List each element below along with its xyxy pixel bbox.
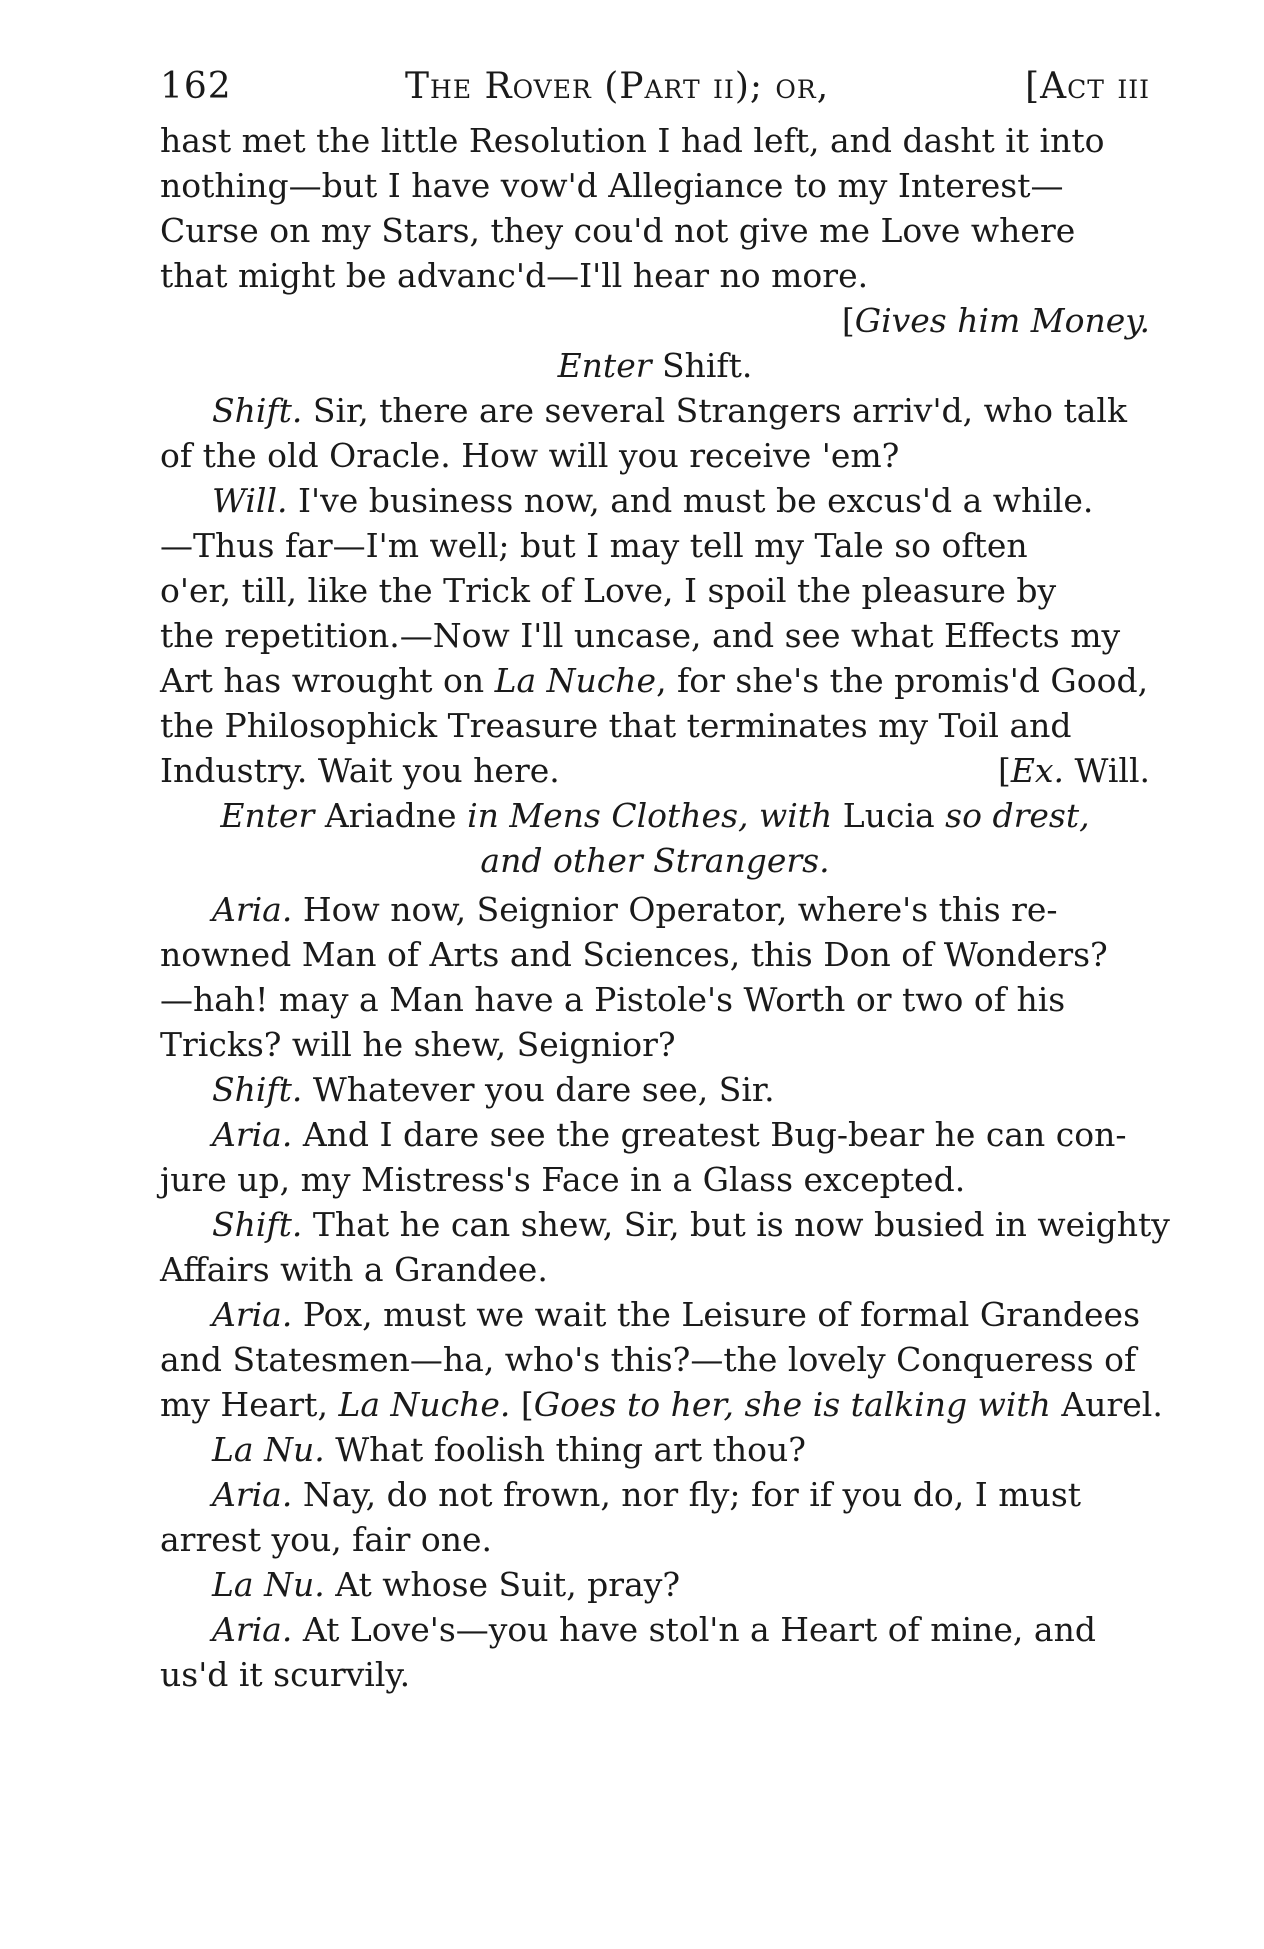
speech-text: Pox, must we wait the Leisure of formal Grandees [292,1295,1140,1334]
text-run: my Heart, [160,1385,339,1424]
text-line: nothing—but I have vow'd Allegiance to my Interest— [160,166,1064,205]
speaker-name: Aria. [212,1115,293,1154]
speech-line [160,478,1150,523]
speech-text: What foolish thing art thou? [324,1430,806,1469]
text-run: , for she's the promis'd Good, [656,661,1149,700]
speech-text: At Love's—you have stol'n a Heart of mine, and [292,1610,1096,1649]
direction-text: in Mens Clothes, with [467,796,833,835]
play-text [160,118,1170,1697]
character-name: Will. [1064,751,1150,790]
text-line: jure up, my Mistress's Face in a Glass excepted. [160,1160,966,1199]
character-name: La Nuche. [338,1385,511,1424]
stage-direction-text: Gives him Money. [854,301,1150,340]
speech-text: Nay, do not frown, nor fly; for if you do, I must [292,1475,1082,1514]
enter-word: Enter [557,346,652,385]
character-name: Ariadne [314,796,468,835]
stage-direction-text: Goes to her, she is talking with [533,1385,1051,1424]
text-line: arrest you, fair one. [160,1520,493,1559]
speech-line [160,1202,1170,1247]
speaker-name: Shift. [212,391,303,430]
bracket: [ [510,1385,534,1424]
speaker-name: Aria. [212,1295,293,1334]
speech-line [160,1112,1150,1157]
speech-text: At whose Suit, pray? [324,1565,681,1604]
speaker-name: Shift. [212,1070,303,1109]
speech-text: That he can shew, Sir, but is now busied in weighty [302,1205,1170,1244]
speaker-name: Shift. [212,1205,303,1244]
speech-line [160,887,1150,932]
text-line: o'er, till, like the Trick of Love, I spoil the pleasure by [160,571,1057,610]
speech-text: And I dare see the greatest Bug-bear he can con- [292,1115,1127,1154]
text-line: us'd it scurvily. [160,1655,411,1694]
speech-text: Whatever you dare see, Sir. [302,1070,775,1109]
speaker-name: La Nu. [212,1565,325,1604]
text-line: Affairs with a Grandee. [160,1250,548,1289]
direction-text: so drest, [945,796,1090,835]
speaker-name: Aria. [212,1610,293,1649]
text-line: the Philosophick Treasure that terminates my Toil and [160,706,1072,745]
speech-line [160,1427,1150,1472]
text-line: nowned Man of Arts and Sciences, this Don of Wonders? [160,935,1108,974]
character-name: Shift. [651,346,753,385]
text-run: Industry. Wait you here. [160,751,560,790]
direction-text: and other Strangers. [480,841,830,880]
text-line: —Thus far—I'm well; but I may tell my Tale so often [160,526,1028,565]
running-header [160,66,1150,116]
text-line [160,1382,1163,1427]
speech-text: How now, Seignior Operator, where's this re- [292,890,1058,929]
text-line-with-exit [160,748,1150,793]
text-line: Curse on my Stars, they cou'd not give me Love where [160,211,1076,250]
bracket: [ [997,751,1011,790]
speaker-name: La Nu. [212,1430,325,1469]
entrance-direction [160,343,1150,388]
character-name: La Nuche [494,661,657,700]
speech-line [160,1067,1150,1112]
speech-line [160,1562,1150,1607]
speech-text: I've business now, and must be excus'd a while. [287,481,1094,520]
text-line [160,658,1150,703]
text-line: that might be advanc'd—I'll hear no more. [160,256,869,295]
exit-word: Ex. [1010,751,1065,790]
speech-line [160,1292,1150,1337]
text-line: —hah! may a Man have a Pistole's Worth or two of his [160,980,1066,1019]
text-line: the repetition.—Now I'll uncase, and see what Effects my [160,616,1121,655]
character-name: Lucia [832,796,946,835]
character-name: Aurel. [1050,1385,1163,1424]
speech-line [160,1607,1150,1652]
enter-word: Enter [220,796,315,835]
speaker-name: Aria. [212,890,293,929]
text-line: and Statesmen—ha, who's this?—the lovely Conqueress of [160,1340,1137,1379]
text-line: Tricks? will he shew, Seignior? [160,1025,676,1064]
exit-direction [998,748,1150,793]
entrance-direction [160,793,1150,838]
speech-line [160,1472,1150,1517]
bracket: [ [841,301,855,340]
speaker-name: Aria. [212,1475,293,1514]
speaker-name: Will. [212,481,288,520]
speech-line [160,388,1150,433]
speech-text: Sir, there are several Strangers arriv'd, who talk [302,391,1127,430]
text-line: hast met the little Resolution I had left, and dasht it into [160,121,1105,160]
page-number: 162 [160,66,232,107]
stage-direction [160,298,1150,343]
running-title: The Rover (Part ii); or, [405,66,830,107]
text-line: of the old Oracle. How will you receive 'em? [160,436,900,475]
act-label: [Act iii [1025,66,1150,107]
text-run: Art has wrought on [160,661,495,700]
